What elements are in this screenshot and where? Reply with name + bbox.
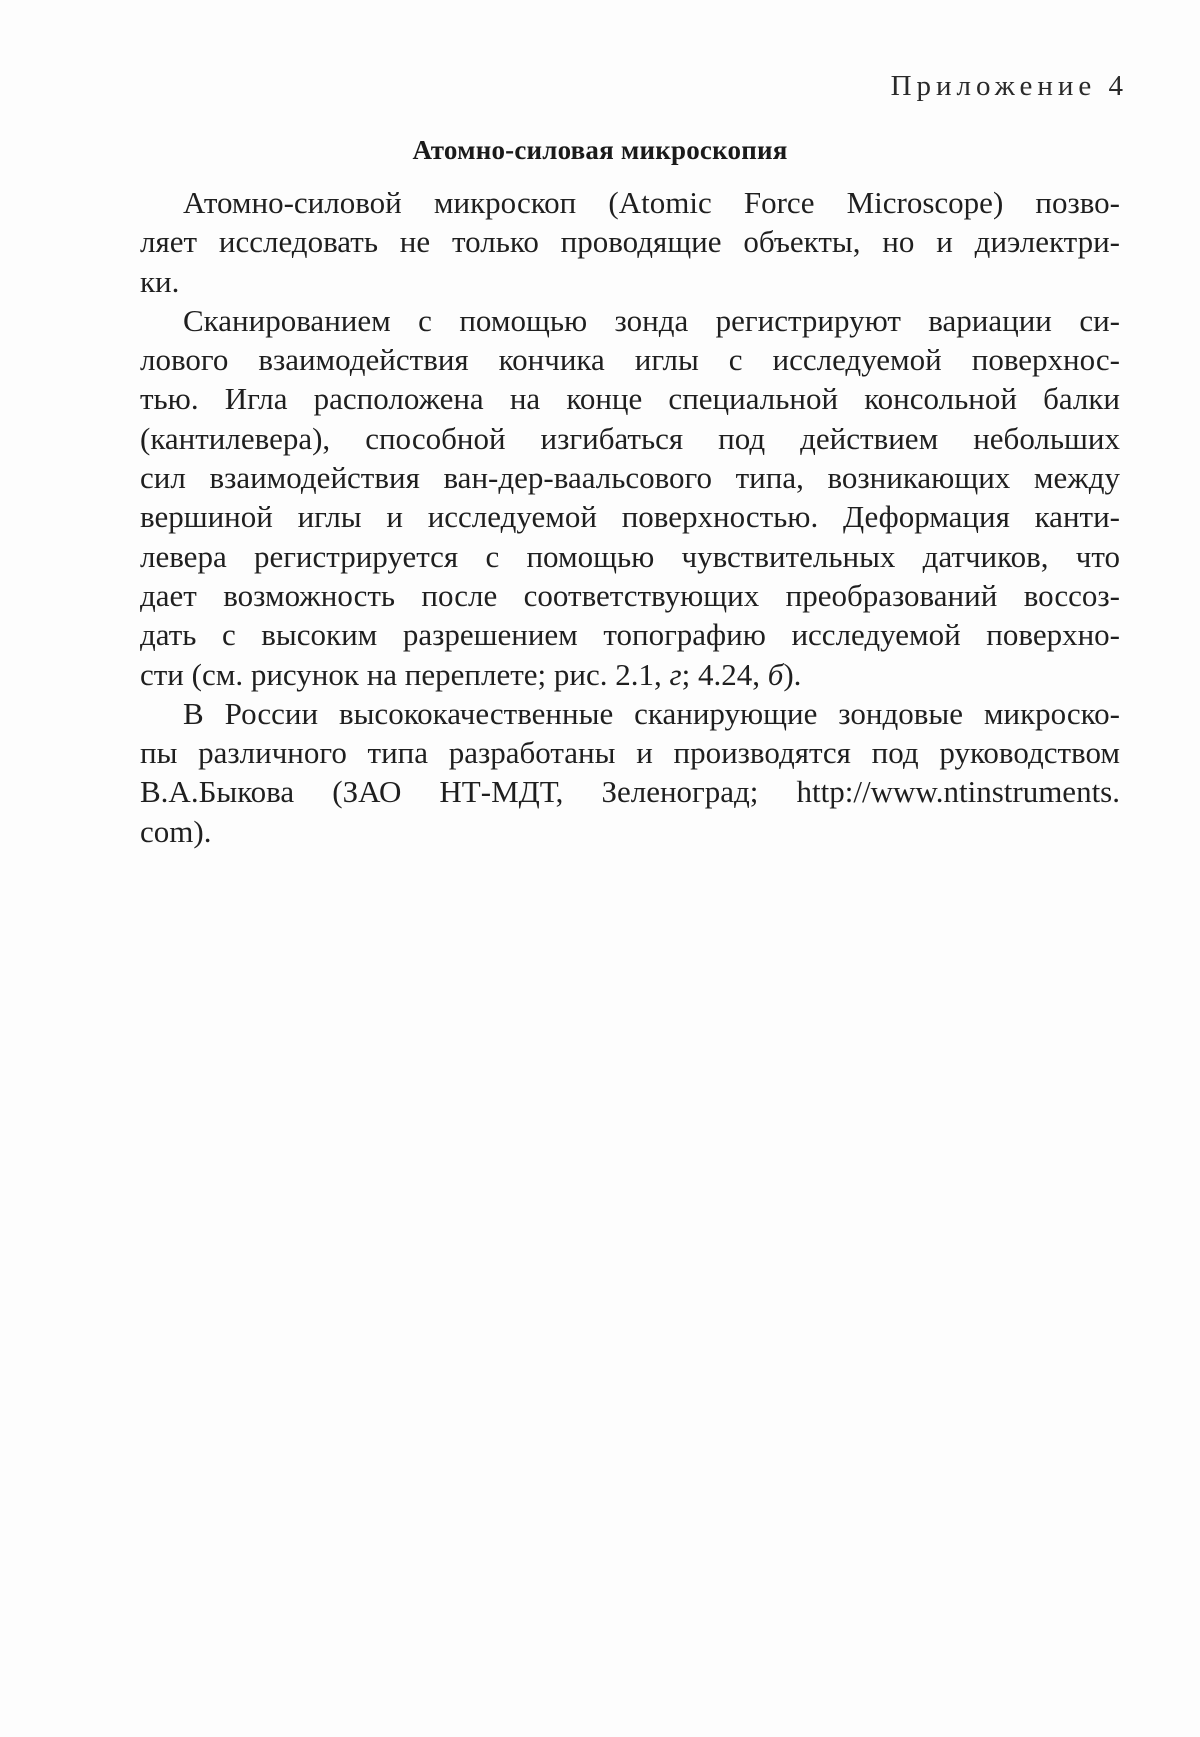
paragraph-line: (кантилевера), способной изгибаться под действием небольших [140, 420, 1120, 456]
paragraph-line: дает возможность после соответствующих преобразований воссоз- [140, 577, 1120, 613]
line-text: ). [783, 656, 802, 692]
section-title: Атомно-силовая микроскопия [412, 135, 788, 165]
paragraph-line: В России высококачественные сканирующие зондовые микроско- [183, 695, 1120, 731]
paragraph-line: Атомно-силовой микроскоп (Atomic Force Microscope) позво- [183, 185, 1120, 220]
paragraph-line: Сканированием с помощью зонда регистрируют вариации си- [183, 302, 1120, 338]
line-text: сти (см. рисунок на переплете; рис. 2.1, [140, 656, 670, 692]
paragraph-line: пы различного типа разработаны и производятся под руководством [140, 735, 1120, 771]
figure-part-label: г [669, 656, 682, 692]
paragraph-line: ки. [140, 263, 180, 299]
paragraph-line: В.А.Быкова (ЗАО НТ-МДТ, Зеленоград; http://www.ntinstruments. [140, 774, 1120, 810]
figure-part-label: б [767, 656, 784, 692]
paragraph-line [140, 655, 1120, 694]
body-text [140, 183, 1120, 851]
paragraph-line: вершиной иглы и исследуемой поверхностью. Деформация канти- [140, 499, 1120, 535]
paragraph-line: com). [140, 813, 212, 849]
paragraph-line: левера регистрируется с помощью чувствительных датчиков, что [140, 538, 1120, 574]
paragraph-line: дать с высоким разрешением топографию исследуемой поверхно- [140, 617, 1120, 653]
paragraph-line: тью. Игла расположена на конце специальной консольной балки [140, 381, 1120, 417]
paragraph-line: ляет исследовать не только проводящие объекты, но и диэлектри- [140, 224, 1120, 260]
line-text: ; 4.24, [681, 656, 768, 692]
paragraph-line: сил взаимодействия ван-дер-ваальсового типа, возникающих между [140, 460, 1120, 496]
paragraph-line: лового взаимодействия кончика иглы с исследуемой поверхнос- [140, 342, 1120, 378]
running-header: Приложение 4 [890, 70, 1128, 102]
